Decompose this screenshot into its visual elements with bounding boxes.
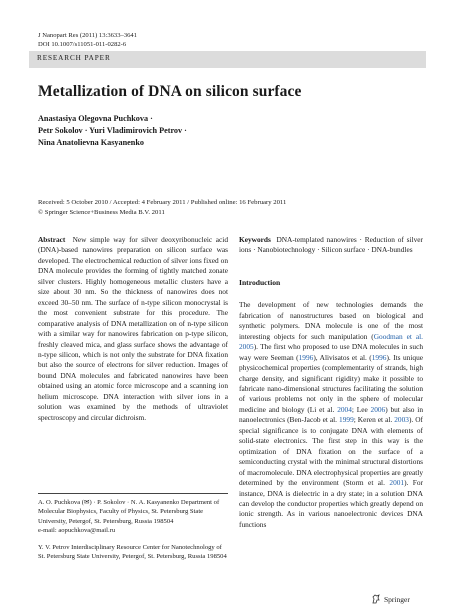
history-dates: Received: 5 October 2010 / Accepted: 4 February 2011 / Published online: 16 February 2011 bbox=[38, 199, 287, 206]
copyright: © Springer Science+Business Media B.V. 2011 bbox=[38, 209, 165, 216]
affiliations bbox=[38, 498, 228, 570]
author-line: Petr Sokolov · Yuri Vladimirovich Petrov · bbox=[38, 126, 187, 135]
journal-citation: J Nanopart Res (2011) 13:3633–3641 bbox=[38, 32, 138, 39]
author-line: Nina Anatolievna Kasyanenko bbox=[38, 138, 145, 147]
right-column bbox=[239, 235, 423, 530]
abstract-text: New simple way for silver deoxyribonucleic acid (DNA)-based nanowires preparation on silicon surface was developed. The electrochemical reduction of silver ions fixed on DNA molecule provides the forming of tightly matched zonate silver clusters. Highly homogeneous metallic clusters have a size about 30 nm. So the thickness of nanowires does not exceed 30–50 nm. The surface of n-type silicon monocrystal is the most convenient substrate for this procedure. The comparative analysis of DNA metallization on of n-type silicon with a similar way for nanowires fabrication on p-type silicon, freshly cleaved mica, and glass surface shows the advantage of n-type silicon, which is not only the substrate for DNA fixation but also the source of electrons for silver reduction. Images of bound DNA molecules and fabricated nanowires have been obtained using an atomic force microscope and a scanning ion helium microscope. DNA interaction with silver ions in a solution was examined by the methods of ultraviolet spectroscopy and circular dichroism. bbox=[38, 235, 229, 422]
citation-link[interactable]: 2006 bbox=[370, 404, 386, 414]
springer-horse-icon bbox=[371, 594, 381, 604]
affiliation-second: Y. V. Petrov Interdisciplinary Resource Center for Nanotechnology of St. Petersburg State University, Petergof, St. Petersburg, Russia 198504 bbox=[38, 544, 227, 561]
author-email[interactable]: e-mail: aopuchkova@mail.ru bbox=[38, 526, 116, 534]
left-column bbox=[38, 235, 228, 423]
article-type-label: RESEARCH PAPER bbox=[37, 54, 111, 62]
keywords-label: Keywords bbox=[239, 235, 271, 244]
publisher-footer bbox=[371, 594, 410, 604]
abstract-label: Abstract bbox=[38, 235, 66, 244]
citation-link[interactable]: 1996 bbox=[298, 352, 314, 362]
affiliation-first: A. O. Puchkova (✉) · P. Sokolov · N. A. Kasyanenko Department of Molecular Biophysics, Faculty of Physics, St. Petersburg State University, Petergof, St. Petersburg, Russia 198504 bbox=[38, 499, 220, 525]
section-heading-introduction: Introduction bbox=[239, 277, 281, 287]
publisher-name: Springer bbox=[384, 594, 410, 604]
keywords-text: DNA-templated nanowires · Reduction of silver ions · Nanobiotechnology · Silicon surface · DNA-bundles bbox=[239, 235, 423, 255]
citation-link[interactable]: 2001 bbox=[389, 478, 405, 488]
introduction-paragraph: The development of new technologies demands the fabrication of nanostructures based on biological and synthetic polymers. DNA molecule is one of the most interesting objects for such manipulation (Goodman et al. 2005). The first who proposed to use DNA molecules in such way were Seeman (1996), Alivisatos et al. (1996). Its unique physicochemical properties (complementarity of strands, high charge density, and significant rigidity) make it possible to fabricate nano-dimensional structures facilitating the solution of various problems not only in the sphere of molecular medicine and biology (Li et al. 2004; Lee 2006) but also in nanoelectronics (Ben-Jacob et al. 1999; Keren et al. 2003). Of special significance is to conjugate DNA with elements of solid-state electronics. The first step in this way is the optimization of DNA fixation on the surface of a semiconducting crystal with the minimal structural distortions of macromolecule. DNA electrophysical properties are greatly determined by the environment (Storm et al. 2001). For instance, DNA is dielectric in a dry state; in a solution DNA can develop the conductor properties which greatly depend on ionic strength. As in various nanoelectronic devices DNA functions bbox=[239, 300, 424, 529]
citation-link[interactable]: 1996 bbox=[371, 352, 387, 362]
abstract bbox=[38, 235, 228, 423]
article-title: Metallization of DNA on silicon surface bbox=[38, 83, 302, 100]
citation-link[interactable]: 1999 bbox=[339, 415, 354, 425]
publication-dates bbox=[38, 198, 286, 218]
citation-link[interactable]: Goodman et al. 2005 bbox=[239, 331, 423, 352]
citation-link[interactable]: 2003 bbox=[394, 415, 409, 425]
journal-header bbox=[38, 31, 137, 49]
citation-link[interactable]: 2004 bbox=[337, 404, 352, 414]
footnote-divider bbox=[38, 493, 228, 494]
doi[interactable]: DOI 10.1007/s11051-011-0282-6 bbox=[38, 41, 127, 48]
author-line: Anastasiya Olegovna Puchkova · bbox=[38, 114, 153, 123]
keywords bbox=[239, 235, 423, 256]
article-type-banner bbox=[29, 51, 426, 68]
author-list bbox=[38, 113, 187, 149]
